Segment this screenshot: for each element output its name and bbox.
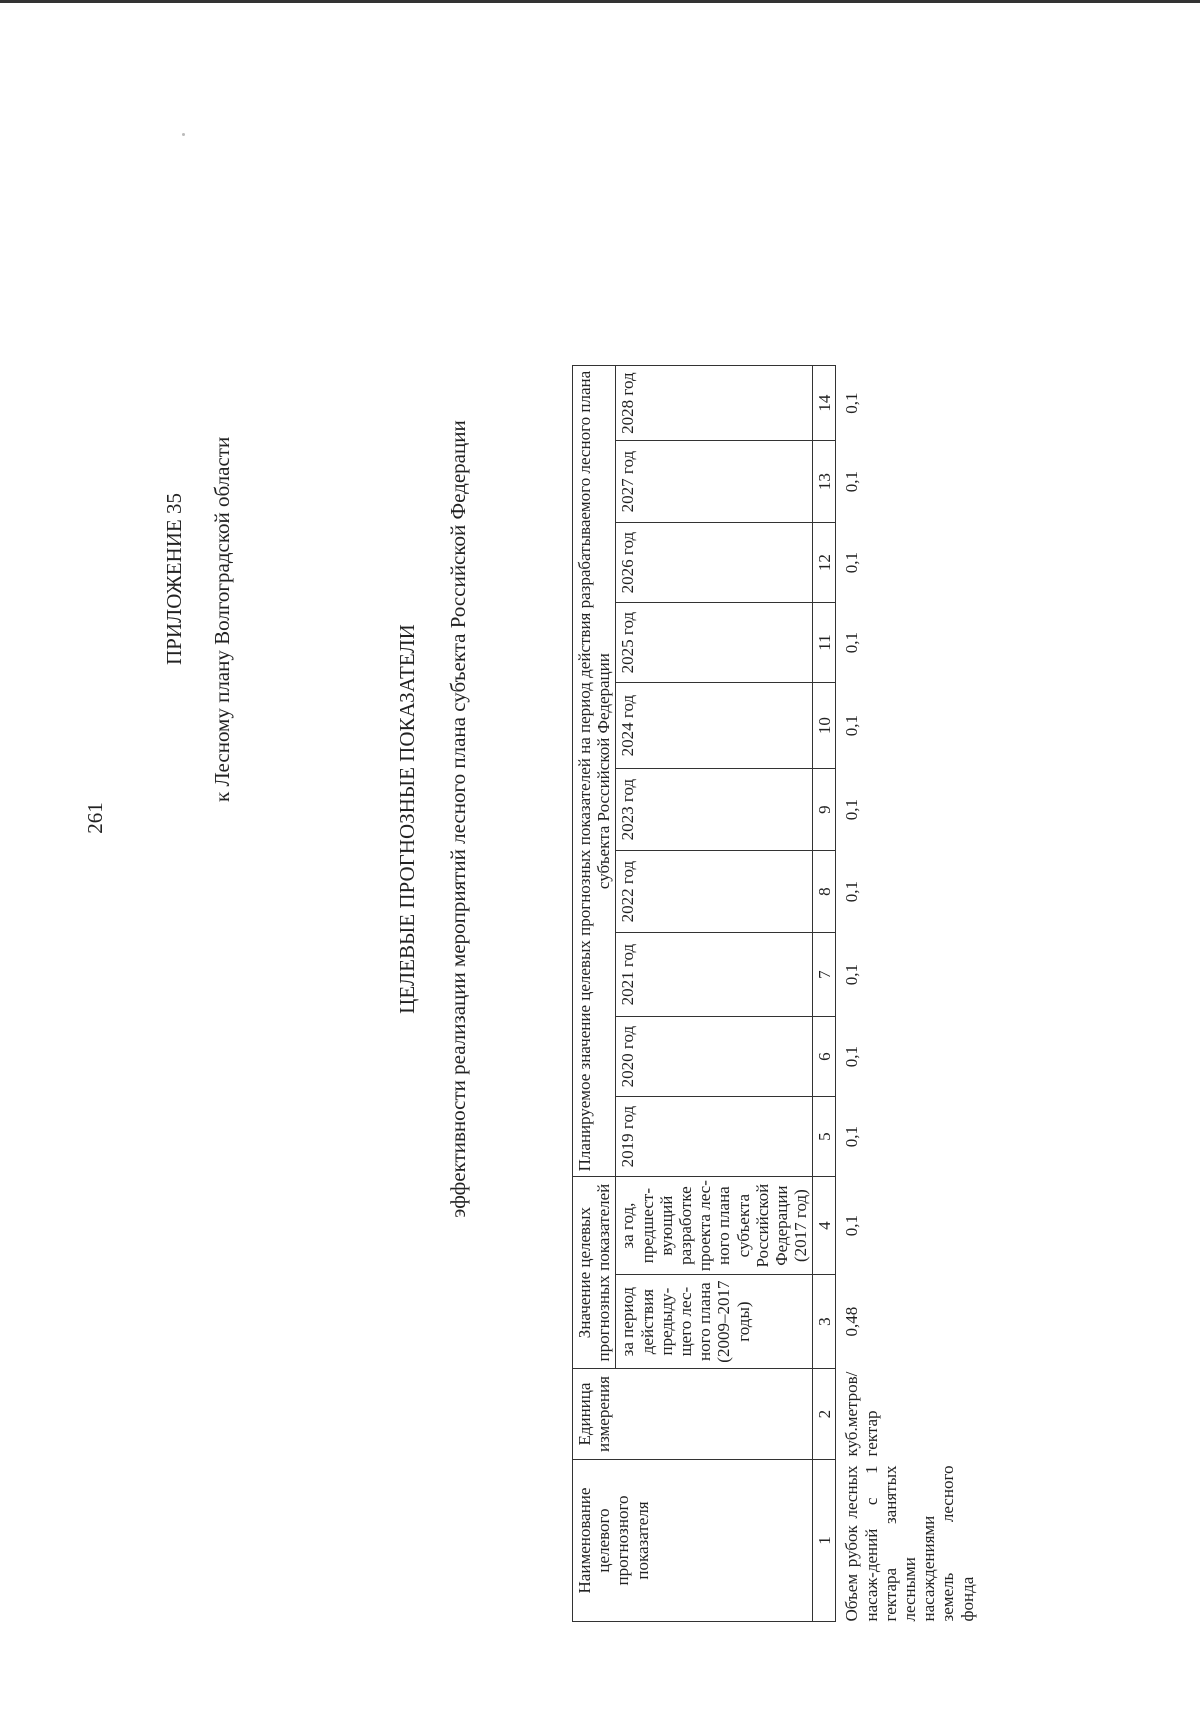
appendix-title: ПРИЛОЖЕНИЕ 35 [162,493,186,665]
column-number: 4 [813,1177,836,1275]
header-row-1 [573,366,616,1622]
header-year-2025: 2025 год [616,603,813,683]
header-planned-group: Планируемое значение целевых прогнозных показателей на период действия разрабатываемого лесного плана субъекта Российской Федерации [573,366,616,1177]
table-row [836,366,979,1622]
row-value-2024: 0,1 [842,714,862,737]
row-prev-period-value: 0,48 [842,1306,862,1337]
header-prev-year: за год, предшест-вующий разработке проекта лес-ного плана субъекта Российской Федерации (2017 год) [616,1177,813,1275]
header-prev-period: за период действия предыду-щего лес-ного плана (2009–2017 годы) [616,1275,813,1369]
indicators-table [572,365,979,1622]
row-value-2028: 0,1 [842,392,862,414]
header-year-2022: 2022 год [616,851,813,933]
header-year-2021: 2021 год [616,933,813,1017]
header-unit: Единица измерения [573,1369,813,1460]
column-number: 10 [813,683,836,769]
header-year-2026: 2026 год [616,523,813,603]
page-number: 261 [83,802,107,834]
header-year-2024: 2024 год [616,683,813,769]
header-name: Наименование целевого прогнозного показателя [573,1460,813,1622]
row-value-2019: 0,1 [842,1125,862,1148]
row-value-2020: 0,1 [842,1045,862,1068]
row-value-2025: 0,1 [842,631,862,654]
row-value-2026: 0,1 [842,551,862,574]
row-value-2021: 0,1 [842,963,862,986]
column-number: 8 [813,851,836,933]
column-number: 6 [813,1017,836,1097]
column-number: 9 [813,769,836,851]
column-number: 11 [813,603,836,683]
document-title: ЦЕЛЕВЫЕ ПРОГНОЗНЫЕ ПОКАЗАТЕЛИ [395,624,419,1014]
column-number: 14 [813,366,836,441]
row-value-2027: 0,1 [842,470,862,493]
row-indicator-name: Объем рубок лесных насаж-дений с 1 гектара занятых лесными насаждениями земель лесного фонда [842,1465,977,1622]
row-value-2023: 0,1 [842,798,862,821]
header-year-2020: 2020 год [616,1017,813,1097]
appendix-subtitle: к Лесному плану Волгоградской области [210,436,234,802]
column-number: 3 [813,1275,836,1369]
row-prev-year-value: 0,1 [842,1214,862,1237]
column-number: 2 [813,1369,836,1460]
header-year-2028: 2028 год [616,366,813,441]
row-value-2022: 0,1 [842,880,862,903]
header-year-2023: 2023 год [616,769,813,851]
header-value-group: Значение целевых прогнозных показателей [573,1177,616,1369]
column-number: 7 [813,933,836,1017]
document-subtitle: эффективности реализации мероприятий лесного плана субъекта Российской Федерации [446,420,470,1218]
column-number: 13 [813,441,836,523]
column-number-row [813,366,836,1622]
header-year-2019: 2019 год [616,1097,813,1177]
header-year-2027: 2027 год [616,441,813,523]
column-number: 12 [813,523,836,603]
row-unit: куб.метров/ гектар [842,1371,881,1457]
column-number: 1 [813,1460,836,1622]
column-number: 5 [813,1097,836,1177]
